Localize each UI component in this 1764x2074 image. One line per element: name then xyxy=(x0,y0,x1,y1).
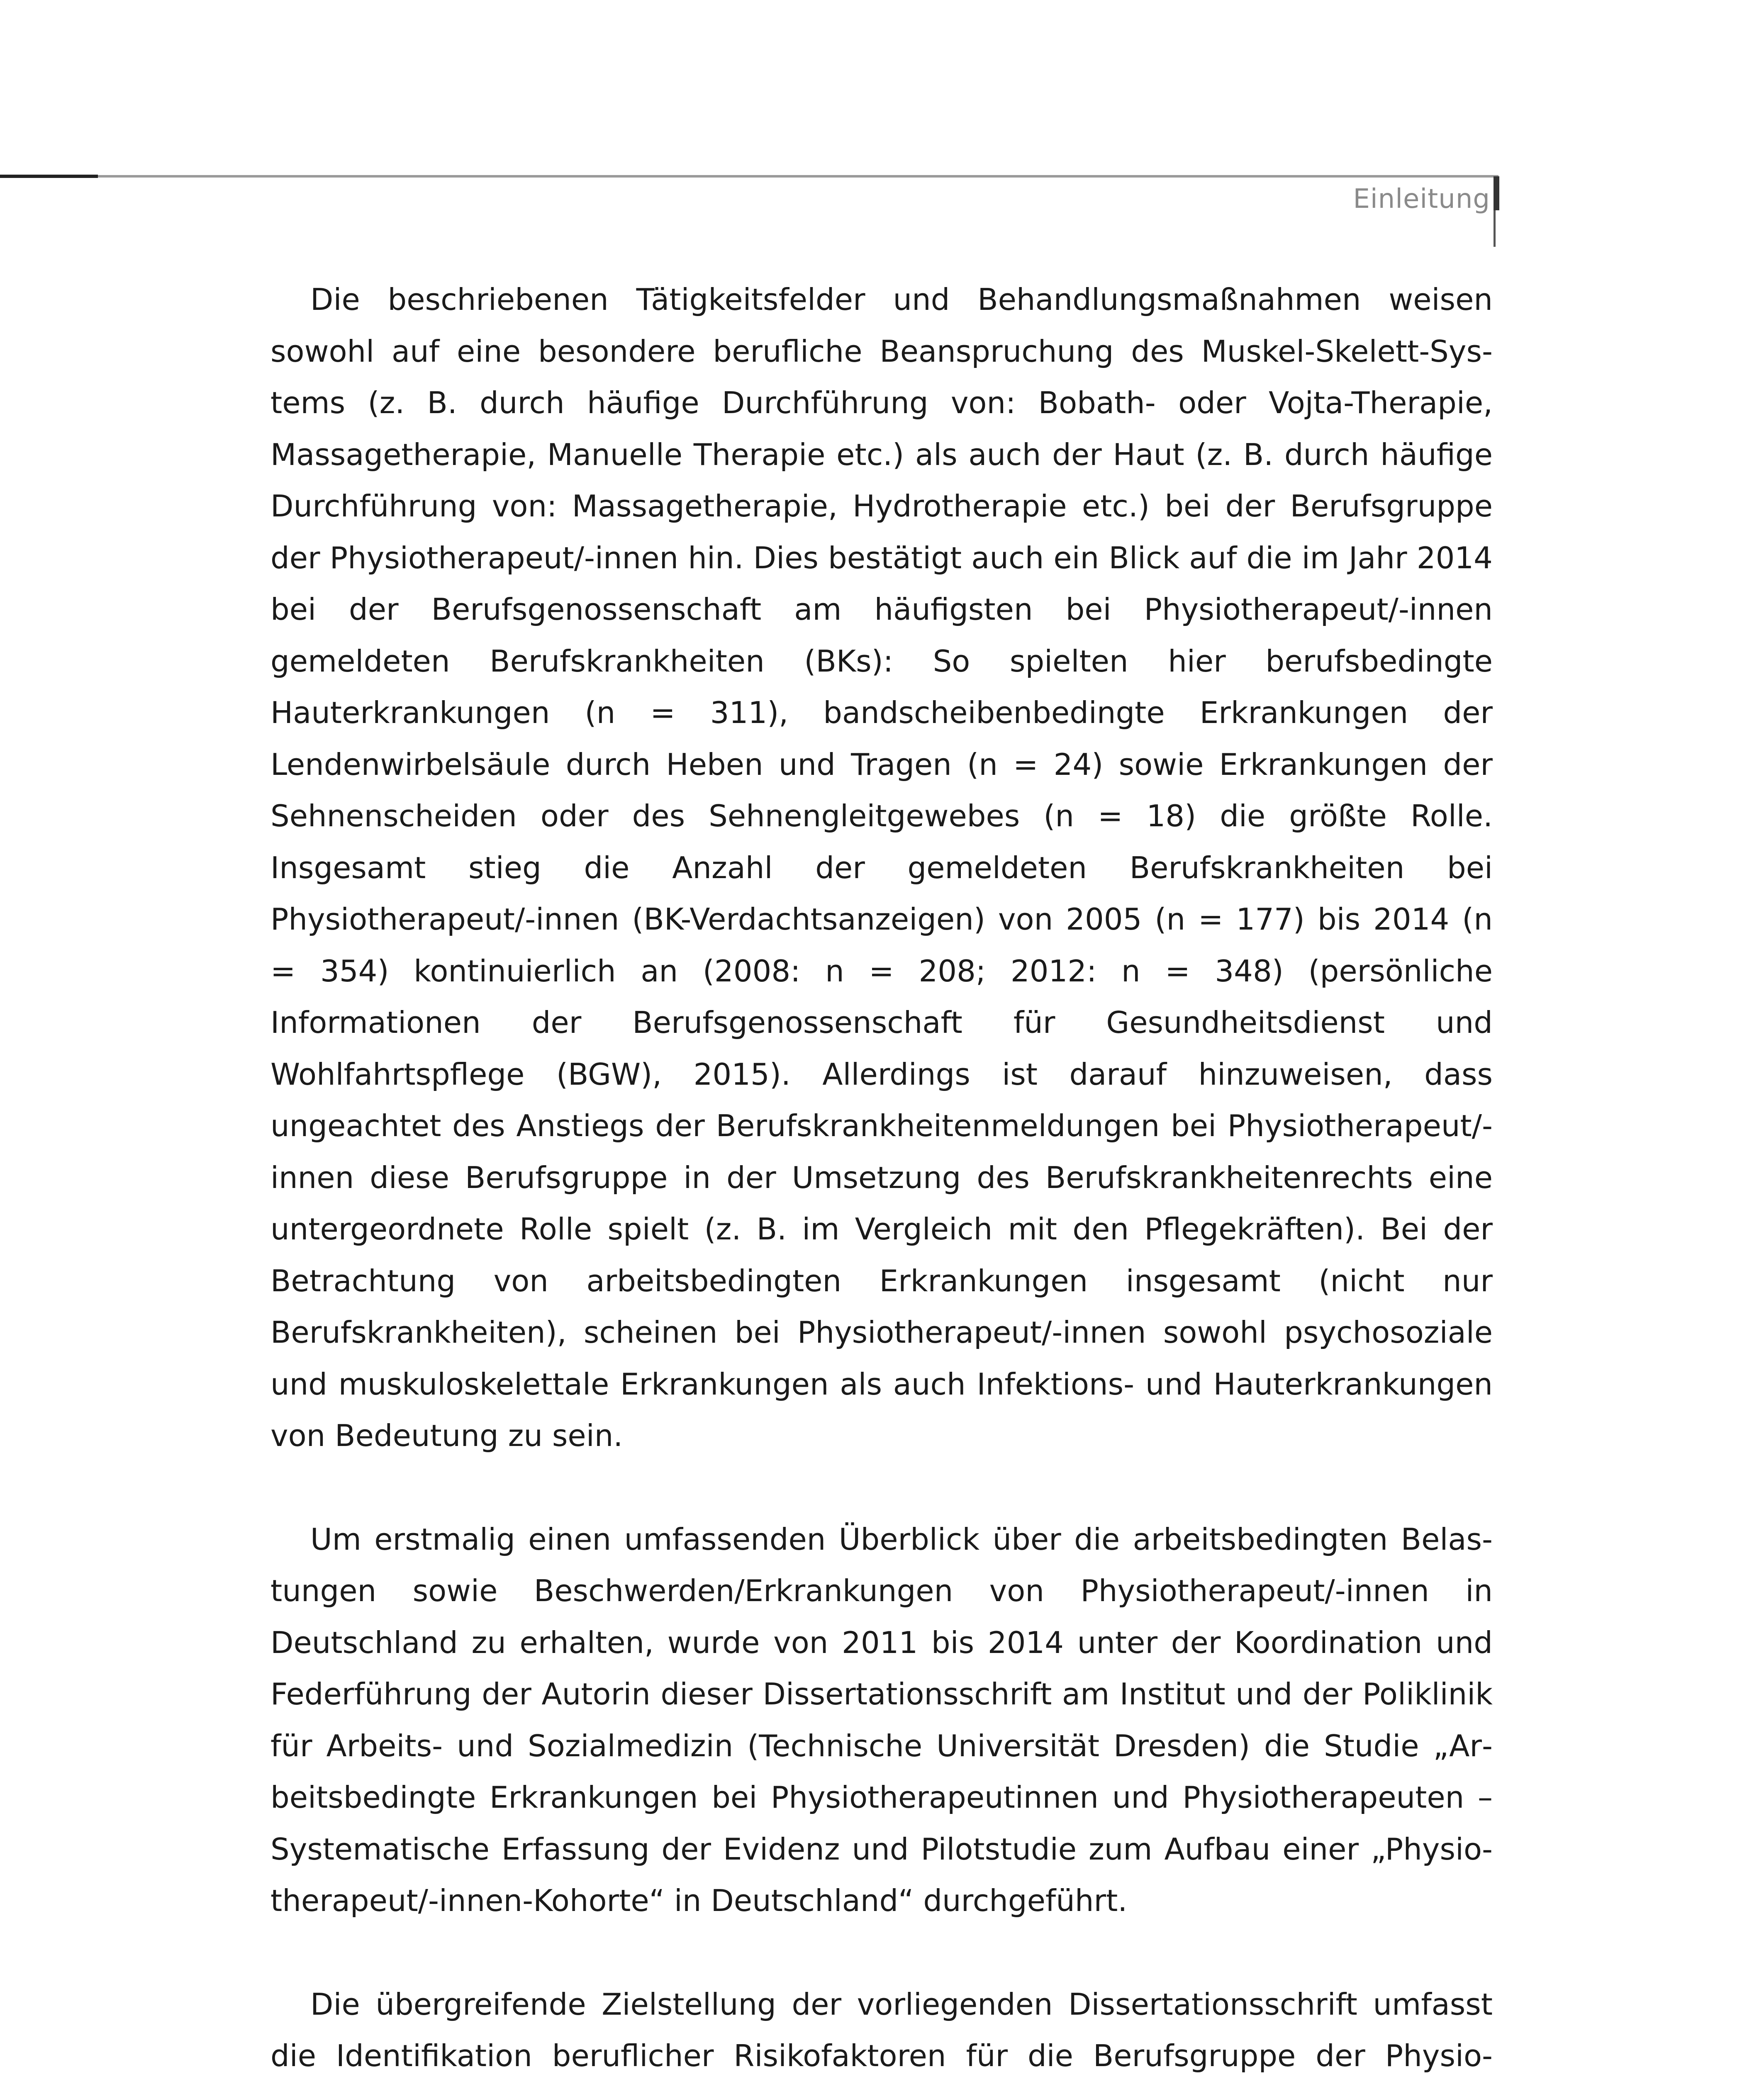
paragraph-1: Die beschriebenen Tätigkeitsfelder und Behandlungsmaßnahmen weisen sowohl auf eine besondere berufliche Beanspruchung des Muskel-Skelett-Systems (z. B. durch häufige Durchführung von: Bobath- oder Vojta-Therapie, Massagetherapie, Manuelle Therapie etc.) als auch der Haut (z. B. durch häufige Durchführung von: Massagetherapie, Hydrotherapie etc.) bei der Berufsgruppe der Physiotherapeut/-innen hin. Dies bestätigt auch ein Blick auf die im Jahr 2014 bei der Berufsgenossenschaft am häufigsten bei Physiotherapeut/-innen gemeldeten Berufskrankheiten (BKs): So spielten hier berufsbedingte Hauterkrankungen (n = 311), bandscheibenbedingte Erkrankungen der Lendenwirbelsäule durch Heben und Tragen (n = 24) sowie Erkrankungen der Sehnenscheiden oder des Sehnengleitgewebes (n = 18) die größte Rolle. Insgesamt stieg die Anzahl der gemeldeten Berufskrankheiten bei Physiotherapeut/-innen (BK-Verdachtsanzeigen) von 2005 (n = 177) bis 2014 (n = 354) kontinuierlich an (2008: n = 208; 2012: n = 348) (persönliche Informationen der Berufsgenossenschaft für Gesundheitsdienst und Wohlfahrtspflege (BGW), 2015). Allerdings ist darauf hinzuweisen, dass ungeachtet des Anstiegs der Berufskrankheitenmeldungen bei Physiotherapeut/-innen diese Berufsgruppe in der Umsetzung des Berufskrankheitenrechts eine untergeordnete Rolle spielt (z. B. im Vergleich mit den Pflegekräften). Bei der Betrachtung von arbeitsbedingten Erkrankungen insgesamt (nicht nur Berufskrankheiten), scheinen bei Physiotherapeut/-innen sowohl psychosoziale und muskuloskelettale Erkrankungen als auch Infektions- und Hauterkrankungen von Bedeutung zu sein. xyxy=(270,282,1493,1453)
paragraph-3: Die übergreifende Zielstellung der vorliegenden Dissertationsschrift umfasst die Identifikation beruflicher Risikofaktoren für die Berufsgruppe der Physio xyxy=(270,1986,1493,2073)
header-rule-accent xyxy=(0,175,98,178)
running-header: Einleitung xyxy=(1353,184,1490,214)
header-side-bar-accent xyxy=(1494,176,1499,210)
paragraph-2: Um erstmalig einen umfassenden Überblick über die arbeitsbedingten Belastungen sowie Beschwerden/Erkrankungen von Physiotherapeut/-innen in Deutschland zu erhalten, wurde von 2011 bis 2014 unter der Koordination und Federführung der Autorin dieser Dissertationsschrift am Institut und der Poliklinik für Arbeits- und Sozialmedizin (Technische Universität Dresden) die Studie „Arbeitsbedingte Erkrankungen bei Physiotherapeutinnen und Physiotherapeuten – Systematische Erfassung der Evidenz und Pilotstudie zum Aufbau einer „Physiotherapeut/-innen-Kohorte“ in Deutschland“ durchgeführt. xyxy=(270,1521,1493,1918)
header-rule xyxy=(0,175,1498,178)
body-text xyxy=(270,274,1493,2074)
